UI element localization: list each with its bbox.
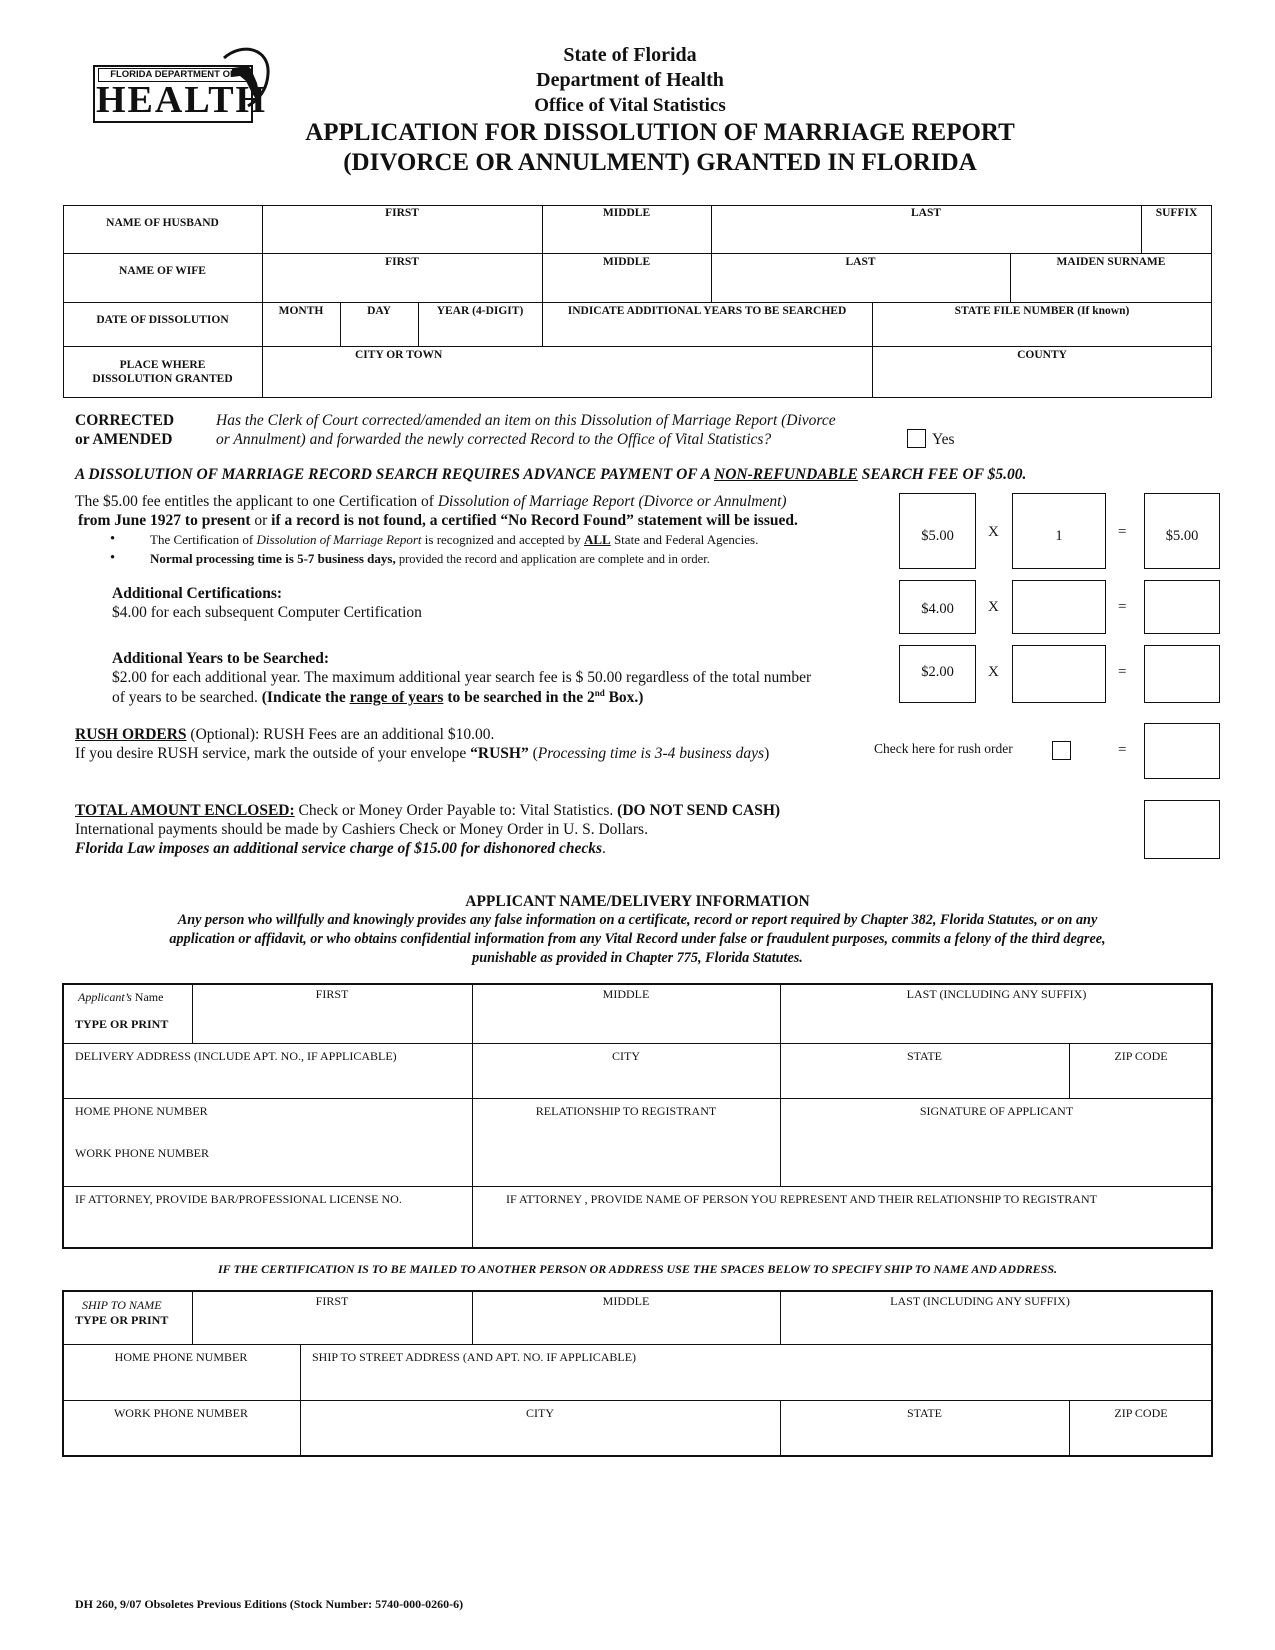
cert-fee-qty-input[interactable]	[1012, 580, 1106, 634]
ship-state-input[interactable]	[784, 1424, 1065, 1452]
ship-work-phone-input[interactable]	[68, 1424, 296, 1452]
additional-years-label: INDICATE ADDITIONAL YEARS TO BE SEARCHED	[567, 305, 847, 317]
rush-check-label: Check here for rush order	[874, 741, 1013, 756]
day-label: DAY	[367, 305, 391, 317]
work-phone-label: WORK PHONE NUMBER	[75, 1146, 210, 1160]
applicant-name-label: Applicant’s Name	[78, 990, 164, 1004]
place-label-line1: PLACE WHERE	[119, 359, 206, 371]
years-fee-price-box: $2.00	[899, 645, 976, 703]
base-fee-price-box: $5.00	[899, 493, 976, 569]
ship-to-notice: IF THE CERTIFICATION IS TO BE MAILED TO ANOTHER PERSON OR ADDRESS USE THE SPACES BELOW TO SPECIFY SHIP TO NAME AND ADDRESS.	[217, 1262, 1057, 1276]
base-fee-qty-box[interactable]: 1	[1012, 493, 1106, 569]
home-phone-label: HOME PHONE NUMBER	[75, 1104, 208, 1118]
applicant-first-input[interactable]	[196, 1008, 468, 1038]
place-label-line2: DISSOLUTION GRANTED	[92, 373, 233, 385]
ship-city-input[interactable]	[304, 1424, 776, 1452]
state-file-number-input[interactable]	[876, 320, 1208, 344]
total-line3: Florida Law imposes an additional service charge of $15.00 for dishonored checks.	[75, 840, 606, 857]
base-fee-total-box[interactable]: $5.00	[1144, 493, 1220, 569]
additional-cert-heading: Additional Certifications:	[112, 585, 283, 602]
applicant-first-label: FIRST	[315, 987, 349, 1001]
applicant-last-label: LAST (INCLUDING ANY SUFFIX)	[906, 987, 1087, 1001]
logo-word: HEALTH	[96, 79, 268, 121]
years-fee-qty-input[interactable]	[1012, 645, 1106, 703]
header-department: Department of Health	[536, 69, 724, 91]
applicant-last-input[interactable]	[784, 1008, 1209, 1038]
applicant-zip-label: ZIP CODE	[1114, 1049, 1168, 1063]
additional-years-text: $2.00 for each additional year. The maximum additional year search fee is $ 50.00 regardless of the total number	[112, 669, 812, 686]
ship-street-input[interactable]	[304, 1368, 1209, 1396]
wife-name-label: NAME OF WIFE	[119, 265, 206, 277]
fee-bullet-1: The Certification of Dissolution of Marriage Report is recognized and accepted by ALL State and Federal Agencies.	[150, 532, 759, 547]
husband-middle-label: MIDDLE	[602, 207, 651, 219]
years-fee-total-input[interactable]	[1144, 645, 1220, 703]
rush-fee-total-input[interactable]	[1144, 723, 1220, 779]
state-file-number-label: STATE FILE NUMBER (If known)	[954, 305, 1130, 317]
month-input[interactable]	[266, 320, 336, 344]
ship-first-input[interactable]	[196, 1312, 468, 1340]
total-line2: International payments should be made by Cashiers Check or Money Order in U. S. Dollars.	[75, 821, 648, 838]
ship-middle-label: MIDDLE	[602, 1294, 650, 1308]
total-amount-input[interactable]	[1144, 800, 1220, 859]
husband-first-input[interactable]	[266, 224, 538, 250]
ship-street-label: SHIP TO STREET ADDRESS (AND APT. NO. IF APPLICABLE)	[312, 1350, 637, 1364]
ship-work-phone-label: WORK PHONE NUMBER	[113, 1406, 248, 1420]
husband-last-label: LAST	[910, 207, 942, 219]
ship-to-type-or-print: TYPE OR PRINT	[75, 1313, 169, 1327]
home-phone-input[interactable]	[68, 1120, 468, 1142]
applicant-middle-input[interactable]	[476, 1008, 776, 1038]
logo-agency-text: FLORIDA DEPARTMENT OF	[98, 68, 248, 82]
corrected-yes-label: Yes	[932, 431, 955, 448]
husband-first-label: FIRST	[385, 207, 419, 219]
dissolution-date-label: DATE OF DISSOLUTION	[96, 314, 229, 326]
attorney-license-input[interactable]	[68, 1210, 468, 1244]
relationship-input[interactable]	[476, 1124, 776, 1182]
wife-first-input[interactable]	[266, 273, 538, 299]
cert-fee-total-input[interactable]	[1144, 580, 1220, 634]
applicant-zip-input[interactable]	[1073, 1066, 1209, 1094]
base-fee-times: X	[988, 524, 999, 540]
ship-zip-label: ZIP CODE	[1114, 1406, 1168, 1420]
additional-years-text-2: of years to be searched. (Indicate the range of years to be searched in the 2nd Box.)	[112, 688, 644, 707]
rush-orders-line1: RUSH ORDERS (Optional): RUSH Fees are an additional $10.00.	[75, 726, 495, 743]
attorney-license-label: IF ATTORNEY, PROVIDE BAR/PROFESSIONAL LICENSE NO.	[75, 1192, 402, 1206]
wife-last-label: LAST	[845, 256, 876, 268]
wife-last-input[interactable]	[715, 273, 1006, 299]
wife-maiden-input[interactable]	[1014, 273, 1208, 299]
header-state: State of Florida	[563, 44, 697, 66]
applicant-heading: APPLICANT NAME/DELIVERY INFORMATION	[465, 893, 810, 910]
additional-years-heading: Additional Years to be Searched:	[112, 650, 329, 667]
form-footer-id: DH 260, 9/07 Obsoletes Previous Editions (Stock Number: 5740-000-0260-6)	[75, 1597, 464, 1611]
delivery-address-input[interactable]	[68, 1066, 468, 1094]
city-town-input[interactable]	[266, 366, 868, 394]
ship-first-label: FIRST	[315, 1294, 349, 1308]
bullet-dot-2: •	[110, 550, 116, 566]
additional-cert-text: $4.00 for each subsequent Computer Certification	[112, 604, 422, 621]
amended-label: or AMENDED	[75, 431, 173, 448]
years-fee-times: X	[988, 664, 999, 680]
bullet-dot-1: •	[110, 531, 116, 547]
applicant-state-label: STATE	[906, 1049, 943, 1063]
corrected-question-line2: or Annulment) and forwarded the newly corrected Record to the Office of Vital Statistics?	[216, 431, 772, 448]
ship-home-phone-label: HOME PHONE NUMBER	[114, 1350, 248, 1364]
ship-last-input[interactable]	[784, 1312, 1209, 1340]
signature-input[interactable]	[784, 1124, 1209, 1182]
corrected-label: CORRECTED	[75, 412, 175, 429]
corrected-question-line1: Has the Clerk of Court corrected/amended an item on this Dissolution of Marriage Report (Divorce	[216, 412, 836, 429]
cert-fee-times: X	[988, 599, 999, 615]
applicant-city-label: CITY	[612, 1049, 640, 1063]
total-line1: TOTAL AMOUNT ENCLOSED: Check or Money Order Payable to: Vital Statistics. (DO NOT SEND CASH)	[75, 802, 781, 819]
applicant-type-or-print: TYPE OR PRINT	[75, 1017, 169, 1031]
city-town-label: CITY OR TOWN	[355, 349, 443, 361]
day-input[interactable]	[344, 320, 414, 344]
ship-home-phone-input[interactable]	[68, 1368, 296, 1396]
wife-middle-input[interactable]	[546, 273, 707, 299]
false-info-warning-2: application or affidavit, or who obtains confidential information from any Vital Record under false or fraudulent purposes, commits a felony of the third degree,	[169, 931, 1106, 947]
search-fee-notice: A DISSOLUTION OF MARRIAGE RECORD SEARCH REQUIRES ADVANCE PAYMENT OF A NON-REFUNDABLE SEARCH FEE OF $5.00.	[75, 466, 1027, 483]
header-office: Office of Vital Statistics	[534, 95, 726, 116]
signature-label: SIGNATURE OF APPLICANT	[919, 1104, 1074, 1118]
husband-middle-input[interactable]	[546, 224, 707, 250]
false-info-warning-3: punishable as provided in Chapter 775, Florida Statutes.	[472, 950, 803, 966]
ship-last-label: LAST (INCLUDING ANY SUFFIX)	[890, 1294, 1070, 1308]
wife-first-label: FIRST	[385, 256, 419, 268]
base-fee-equals: =	[1118, 524, 1127, 540]
county-input[interactable]	[876, 366, 1208, 394]
fee-paragraph-1: The $5.00 fee entitles the applicant to one Certification of Dissolution of Marriage Report (Divorce or Annulment)	[75, 493, 787, 510]
county-label: COUNTY	[1017, 349, 1067, 361]
rush-equals: =	[1118, 742, 1127, 758]
ship-middle-input[interactable]	[476, 1312, 776, 1340]
attorney-represent-label: IF ATTORNEY , PROVIDE NAME OF PERSON YOU REPRESENT AND THEIR RELATIONSHIP TO REGISTRANT	[506, 1192, 1097, 1206]
rush-order-checkbox[interactable]	[1052, 741, 1071, 760]
relationship-label: RELATIONSHIP TO REGISTRANT	[535, 1104, 717, 1118]
additional-years-input[interactable]	[546, 320, 868, 344]
ship-zip-input[interactable]	[1073, 1424, 1209, 1452]
form-title-line1: APPLICATION FOR DISSOLUTION OF MARRIAGE REPORT	[305, 119, 1015, 146]
corrected-yes-checkbox[interactable]	[907, 429, 926, 448]
delivery-address-label: DELIVERY ADDRESS (INCLUDE APT. NO., IF APPLICABLE)	[75, 1049, 397, 1063]
month-label: MONTH	[278, 305, 324, 317]
wife-maiden-label: MAIDEN SURNAME	[1056, 256, 1166, 268]
ship-city-label: CITY	[526, 1406, 554, 1420]
applicant-middle-label: MIDDLE	[602, 987, 650, 1001]
fee-paragraph-2: from June 1927 to present or if a record is not found, a certified “No Record Found” statement will be issued.	[78, 512, 798, 529]
husband-name-label: NAME OF HUSBAND	[106, 217, 219, 229]
cert-fee-price-box: $4.00	[899, 580, 976, 634]
attorney-represent-input[interactable]	[476, 1210, 1209, 1244]
work-phone-input[interactable]	[68, 1162, 468, 1184]
applicant-state-input[interactable]	[784, 1066, 1065, 1094]
form-title-line2: (DIVORCE OR ANNULMENT) GRANTED IN FLORIDA	[343, 149, 977, 176]
wife-middle-label: MIDDLE	[602, 256, 651, 268]
rush-orders-line2: If you desire RUSH service, mark the outside of your envelope “RUSH” (Processing time is 3-4 business days)	[75, 745, 770, 762]
false-info-warning-1: Any person who willfully and knowingly provides any false information on a certificate, record or report required by Chapter 382, Florida Statutes, or on any	[177, 912, 1098, 928]
husband-suffix-input[interactable]	[1145, 224, 1208, 250]
husband-last-input[interactable]	[715, 224, 1137, 250]
husband-suffix-label: SUFFIX	[1155, 207, 1198, 219]
ship-to-name-label: SHIP TO NAME	[82, 1298, 162, 1312]
cert-fee-equals: =	[1118, 599, 1127, 615]
year-label: YEAR (4-DIGIT)	[436, 305, 524, 317]
year-input[interactable]	[422, 320, 538, 344]
applicant-city-input[interactable]	[476, 1066, 776, 1094]
years-fee-equals: =	[1118, 664, 1127, 680]
fee-bullet-2: Normal processing time is 5-7 business days, provided the record and application are complete and in order.	[150, 551, 710, 566]
ship-state-label: STATE	[906, 1406, 943, 1420]
